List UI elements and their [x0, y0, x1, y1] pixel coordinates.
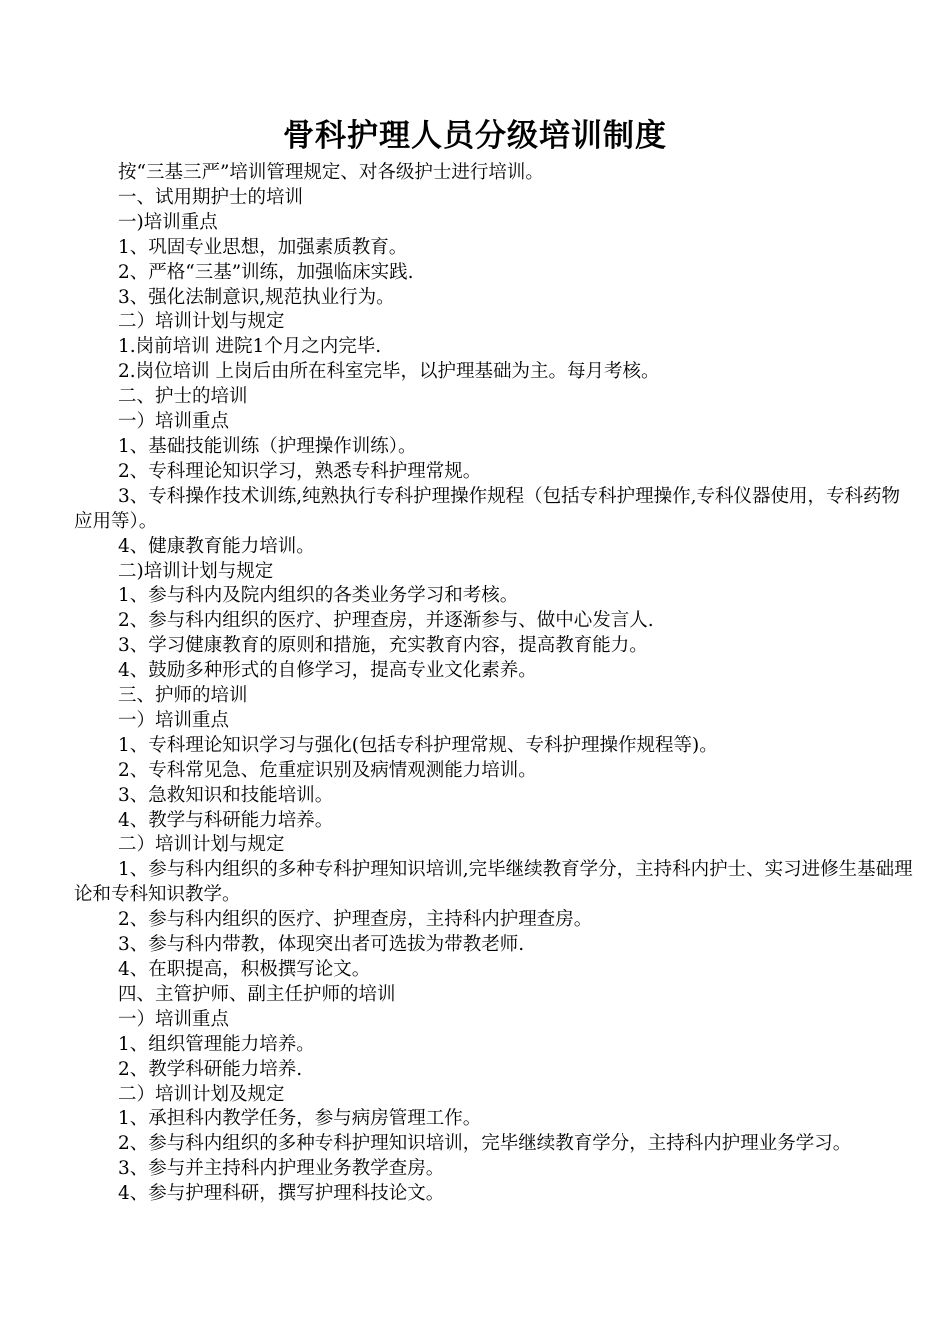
- paragraph: 4、教学与科研能力培养。: [118, 809, 334, 831]
- paragraph: 4、健康教育能力培训。: [118, 535, 315, 557]
- paragraph: 1、巩固专业思想，加强素质教育。: [118, 236, 408, 258]
- paragraph: 1、组织管理能力培养。: [118, 1033, 315, 1055]
- document-title: 骨科护理人员分级培训制度: [283, 118, 667, 154]
- paragraph: 2、参与科内组织的多种专科护理知识培训，完毕继续教育学分，主持科内护理业务学习。: [118, 1133, 852, 1155]
- paragraph: 3、急救知识和技能培训。: [118, 784, 334, 806]
- paragraph: 3、专科操作技术训练,纯熟执行专科护理操作规程（包括专科护理操作,专科仪器使用，专科药物应用等）。: [74, 485, 901, 532]
- paragraph: 2、严格“三基”训练，加强临床实践.: [118, 261, 414, 283]
- paragraph: 3、参与科内带教，体现突出者可选拔为带教老师.: [118, 934, 525, 956]
- paragraph: 一）培训重点: [118, 1008, 230, 1030]
- paragraph: 按“三基三严”培训管理规定、对各级护士进行培训。: [118, 162, 544, 183]
- paragraph: 1、基础技能训练（护理操作训练）。: [118, 435, 417, 457]
- paragraph: 4、鼓励多种形式的自修学习，提高专业文化素养。: [118, 660, 537, 682]
- paragraph: 一）培训重点: [118, 411, 230, 433]
- paragraph: 2、专科理论知识学习，熟悉专科护理常规。: [118, 460, 482, 482]
- paragraph: 3、强化法制意识,规范执业行为。: [118, 286, 395, 308]
- paragraph: 1、专科理论知识学习与强化(包括专科护理常规、专科护理操作规程等)。: [118, 734, 718, 756]
- paragraph: 一)培训重点: [118, 211, 218, 233]
- paragraph: 2.岗位培训 上岗后由所在科室完毕，以护理基础为主。每月考核。: [118, 361, 660, 383]
- paragraph: 一）培训重点: [118, 709, 230, 731]
- paragraph: 三、护师的培训: [118, 685, 248, 707]
- paragraph: 4、参与护理科研，撰写护理科技论文。: [118, 1183, 445, 1205]
- paragraph: 1、承担科内教学任务，参与病房管理工作。: [118, 1108, 482, 1130]
- paragraph: 二）培训计划及规定: [118, 1083, 285, 1105]
- paragraph: 4、在职提高，积极撰写论文。: [118, 959, 371, 980]
- paragraph: 2、参与科内组织的医疗、护理查房，并逐渐参与、做中心发言人.: [118, 610, 654, 632]
- document-body: [74, 161, 914, 1207]
- paragraph: 1.岗前培训 进院1个月之内完毕.: [118, 336, 382, 358]
- paragraph: 3、参与并主持科内护理业务教学查房。: [118, 1158, 445, 1180]
- paragraph: 2、专科常见急、危重症识别及病情观测能力培训。: [118, 759, 537, 781]
- paragraph: 二）培训计划与规定: [118, 311, 285, 333]
- paragraph: 二)培训计划与规定: [118, 560, 274, 582]
- paragraph: 2、参与科内组织的医疗、护理查房，主持科内护理查房。: [118, 909, 593, 931]
- paragraph: 四、主管护师、副主任护师的培训: [118, 983, 396, 1005]
- paragraph: 3、学习健康教育的原则和措施，充实教育内容，提高教育能力。: [118, 635, 648, 657]
- paragraph: 二、护士的培训: [118, 386, 248, 408]
- paragraph: 1、参与科内组织的多种专科护理知识培训,完毕继续教育学分，主持科内护士、实习进修生基础理论和专科知识教学。: [74, 859, 913, 906]
- paragraph: 二）培训计划与规定: [118, 834, 285, 856]
- paragraph: 一、试用期护士的培训: [118, 186, 304, 208]
- paragraph: 2、教学科研能力培养.: [118, 1058, 303, 1080]
- paragraph: 1、参与科内及院内组织的各类业务学习和考核。: [118, 585, 519, 607]
